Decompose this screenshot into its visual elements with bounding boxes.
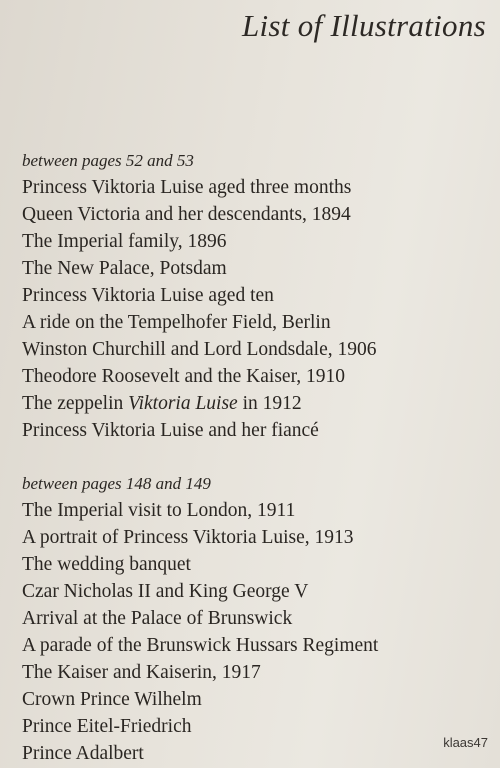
illustration-entry: Arrival at the Palace of Brunswick (22, 608, 293, 629)
illustration-entry: The Kaiser and Kaiserin, 1917 (22, 662, 261, 683)
illustration-entry: Princess Viktoria Luise and her fiancé (22, 420, 319, 441)
illustration-list (22, 497, 490, 767)
watermark: klaas47 (443, 735, 488, 750)
entry-text: The zeppelin (22, 393, 129, 414)
illustration-entry: The Imperial visit to London, 1911 (22, 500, 296, 521)
section-label: between pages 148 and 149 (22, 474, 211, 493)
illustration-entry: The New Palace, Potsdam (22, 258, 227, 279)
illustration-entry: Princess Viktoria Luise aged ten (22, 285, 274, 306)
illustration-entry: The Imperial family, 1896 (22, 231, 227, 252)
illustration-entry: Theodore Roosevelt and the Kaiser, 1910 (22, 366, 346, 387)
illustration-entry: Crown Prince Wilhelm (22, 689, 202, 710)
illustration-entry: A parade of the Brunswick Hussars Regiment (22, 635, 379, 656)
illustration-entry: Winston Churchill and Lord Londsdale, 1906 (22, 339, 377, 360)
section-pages-148-149 (22, 471, 490, 767)
section-pages-52-53 (22, 148, 490, 444)
illustration-entry: A ride on the Tempelhofer Field, Berlin (22, 312, 331, 333)
illustration-entry: Prince Adalbert (22, 743, 144, 764)
entry-italic-title: Viktoria Luise (128, 393, 238, 414)
illustration-entry: Queen Victoria and her descendants, 1894 (22, 204, 351, 225)
page-title: List of Illustrations (241, 8, 486, 43)
illustration-entry (22, 390, 490, 417)
entry-text: in 1912 (237, 393, 302, 414)
illustration-entry: The wedding banquet (22, 554, 191, 575)
illustration-entry: A portrait of Princess Viktoria Luise, 1913 (22, 527, 354, 548)
illustration-entry: Princess Viktoria Luise aged three months (22, 177, 352, 198)
section-label: between pages 52 and 53 (22, 151, 194, 170)
illustration-entry: Czar Nicholas II and King George V (22, 581, 309, 602)
illustration-entry: Prince Eitel-Friedrich (22, 716, 192, 737)
illustration-list (22, 174, 490, 444)
